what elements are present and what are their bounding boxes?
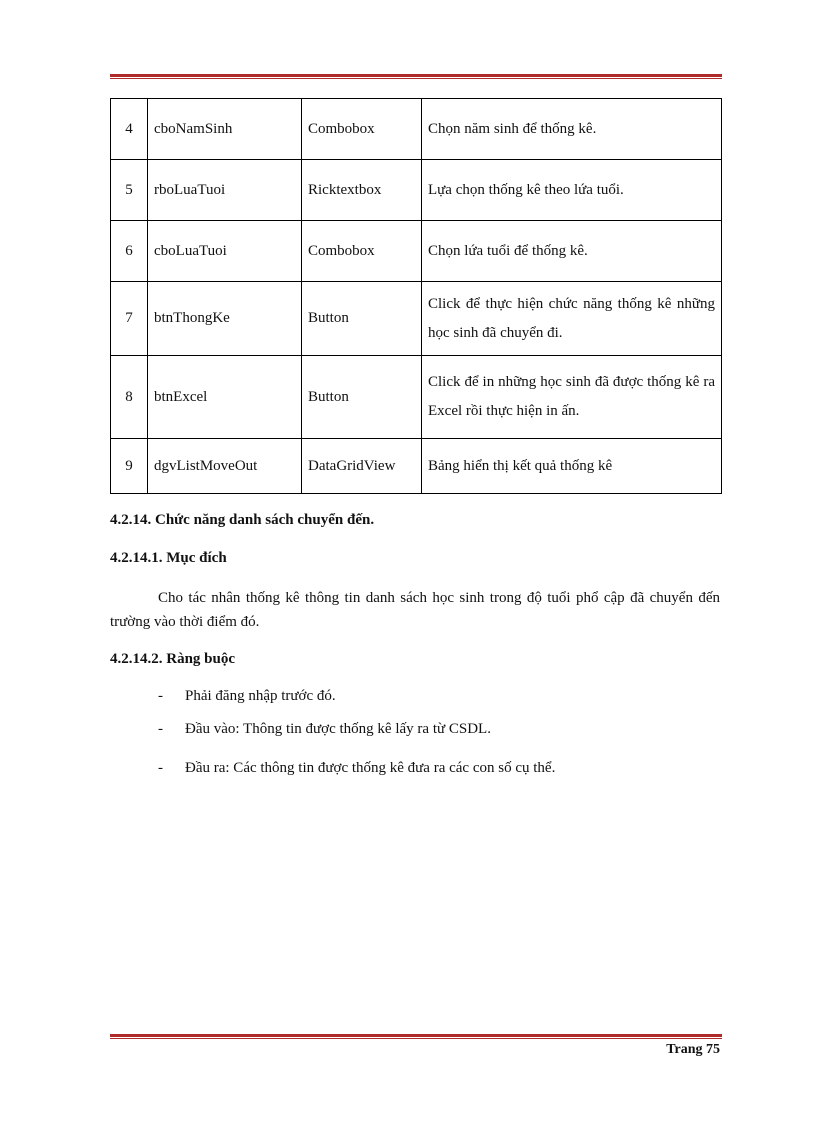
control-name: btnExcel — [148, 356, 302, 439]
row-number: 7 — [111, 282, 148, 356]
control-type: Ricktextbox — [302, 160, 422, 221]
control-description: Click để thực hiện chức năng thống kê những học sinh đã chuyển đi. — [422, 282, 722, 356]
row-number: 8 — [111, 356, 148, 439]
table-row — [111, 99, 722, 160]
row-number: 6 — [111, 221, 148, 282]
footer-rule — [110, 1034, 722, 1039]
header-rule — [110, 74, 722, 79]
bullet-marker: - — [158, 688, 163, 704]
purpose-paragraph: Cho tác nhân thống kê thông tin danh sách học sinh trong độ tuổi phổ cập đã chuyển đến trường vào thời điểm đó. — [110, 590, 720, 630]
control-name: cboNamSinh — [148, 99, 302, 160]
list-item-text: Đầu ra: Các thông tin được thống kê đưa ra các con số cụ thể. — [185, 760, 556, 776]
control-type: DataGridView — [302, 439, 422, 494]
control-type: Button — [302, 356, 422, 439]
table-row — [111, 282, 722, 356]
control-type: Combobox — [302, 221, 422, 282]
row-number: 5 — [111, 160, 148, 221]
row-number: 4 — [111, 99, 148, 160]
table-row — [111, 439, 722, 494]
section-heading: 4.2.14. Chức năng danh sách chuyển đến. — [110, 512, 375, 528]
control-description: Click để in những học sinh đã được thống kê ra Excel rồi thực hiện in ấn. — [422, 356, 722, 439]
bullet-marker: - — [158, 760, 163, 776]
control-spec-table — [110, 98, 722, 494]
purpose-heading: 4.2.14.1. Mục đích — [110, 550, 227, 566]
control-description: Chọn năm sinh để thống kê. — [422, 99, 722, 160]
control-description: Chọn lứa tuổi để thống kê. — [422, 221, 722, 282]
table-row — [111, 221, 722, 282]
table-row — [111, 160, 722, 221]
list-item — [158, 688, 336, 705]
list-item — [158, 721, 491, 738]
control-type: Button — [302, 282, 422, 356]
control-name: rboLuaTuoi — [148, 160, 302, 221]
control-description: Bảng hiển thị kết quả thống kê — [422, 439, 722, 494]
control-name: btnThongKe — [148, 282, 302, 356]
list-item-text: Đầu vào: Thông tin được thống kê lấy ra từ CSDL. — [185, 721, 491, 737]
bullet-marker: - — [158, 721, 163, 737]
control-type: Combobox — [302, 99, 422, 160]
list-item-text: Phải đăng nhập trước đó. — [185, 688, 336, 704]
page-number: Trang 75 — [666, 1042, 720, 1057]
constraint-heading: 4.2.14.2. Ràng buộc — [110, 651, 236, 667]
control-description: Lựa chọn thống kê theo lứa tuổi. — [422, 160, 722, 221]
table-row — [111, 356, 722, 439]
list-item — [158, 760, 555, 777]
row-number: 9 — [111, 439, 148, 494]
control-name: cboLuaTuoi — [148, 221, 302, 282]
control-name: dgvListMoveOut — [148, 439, 302, 494]
